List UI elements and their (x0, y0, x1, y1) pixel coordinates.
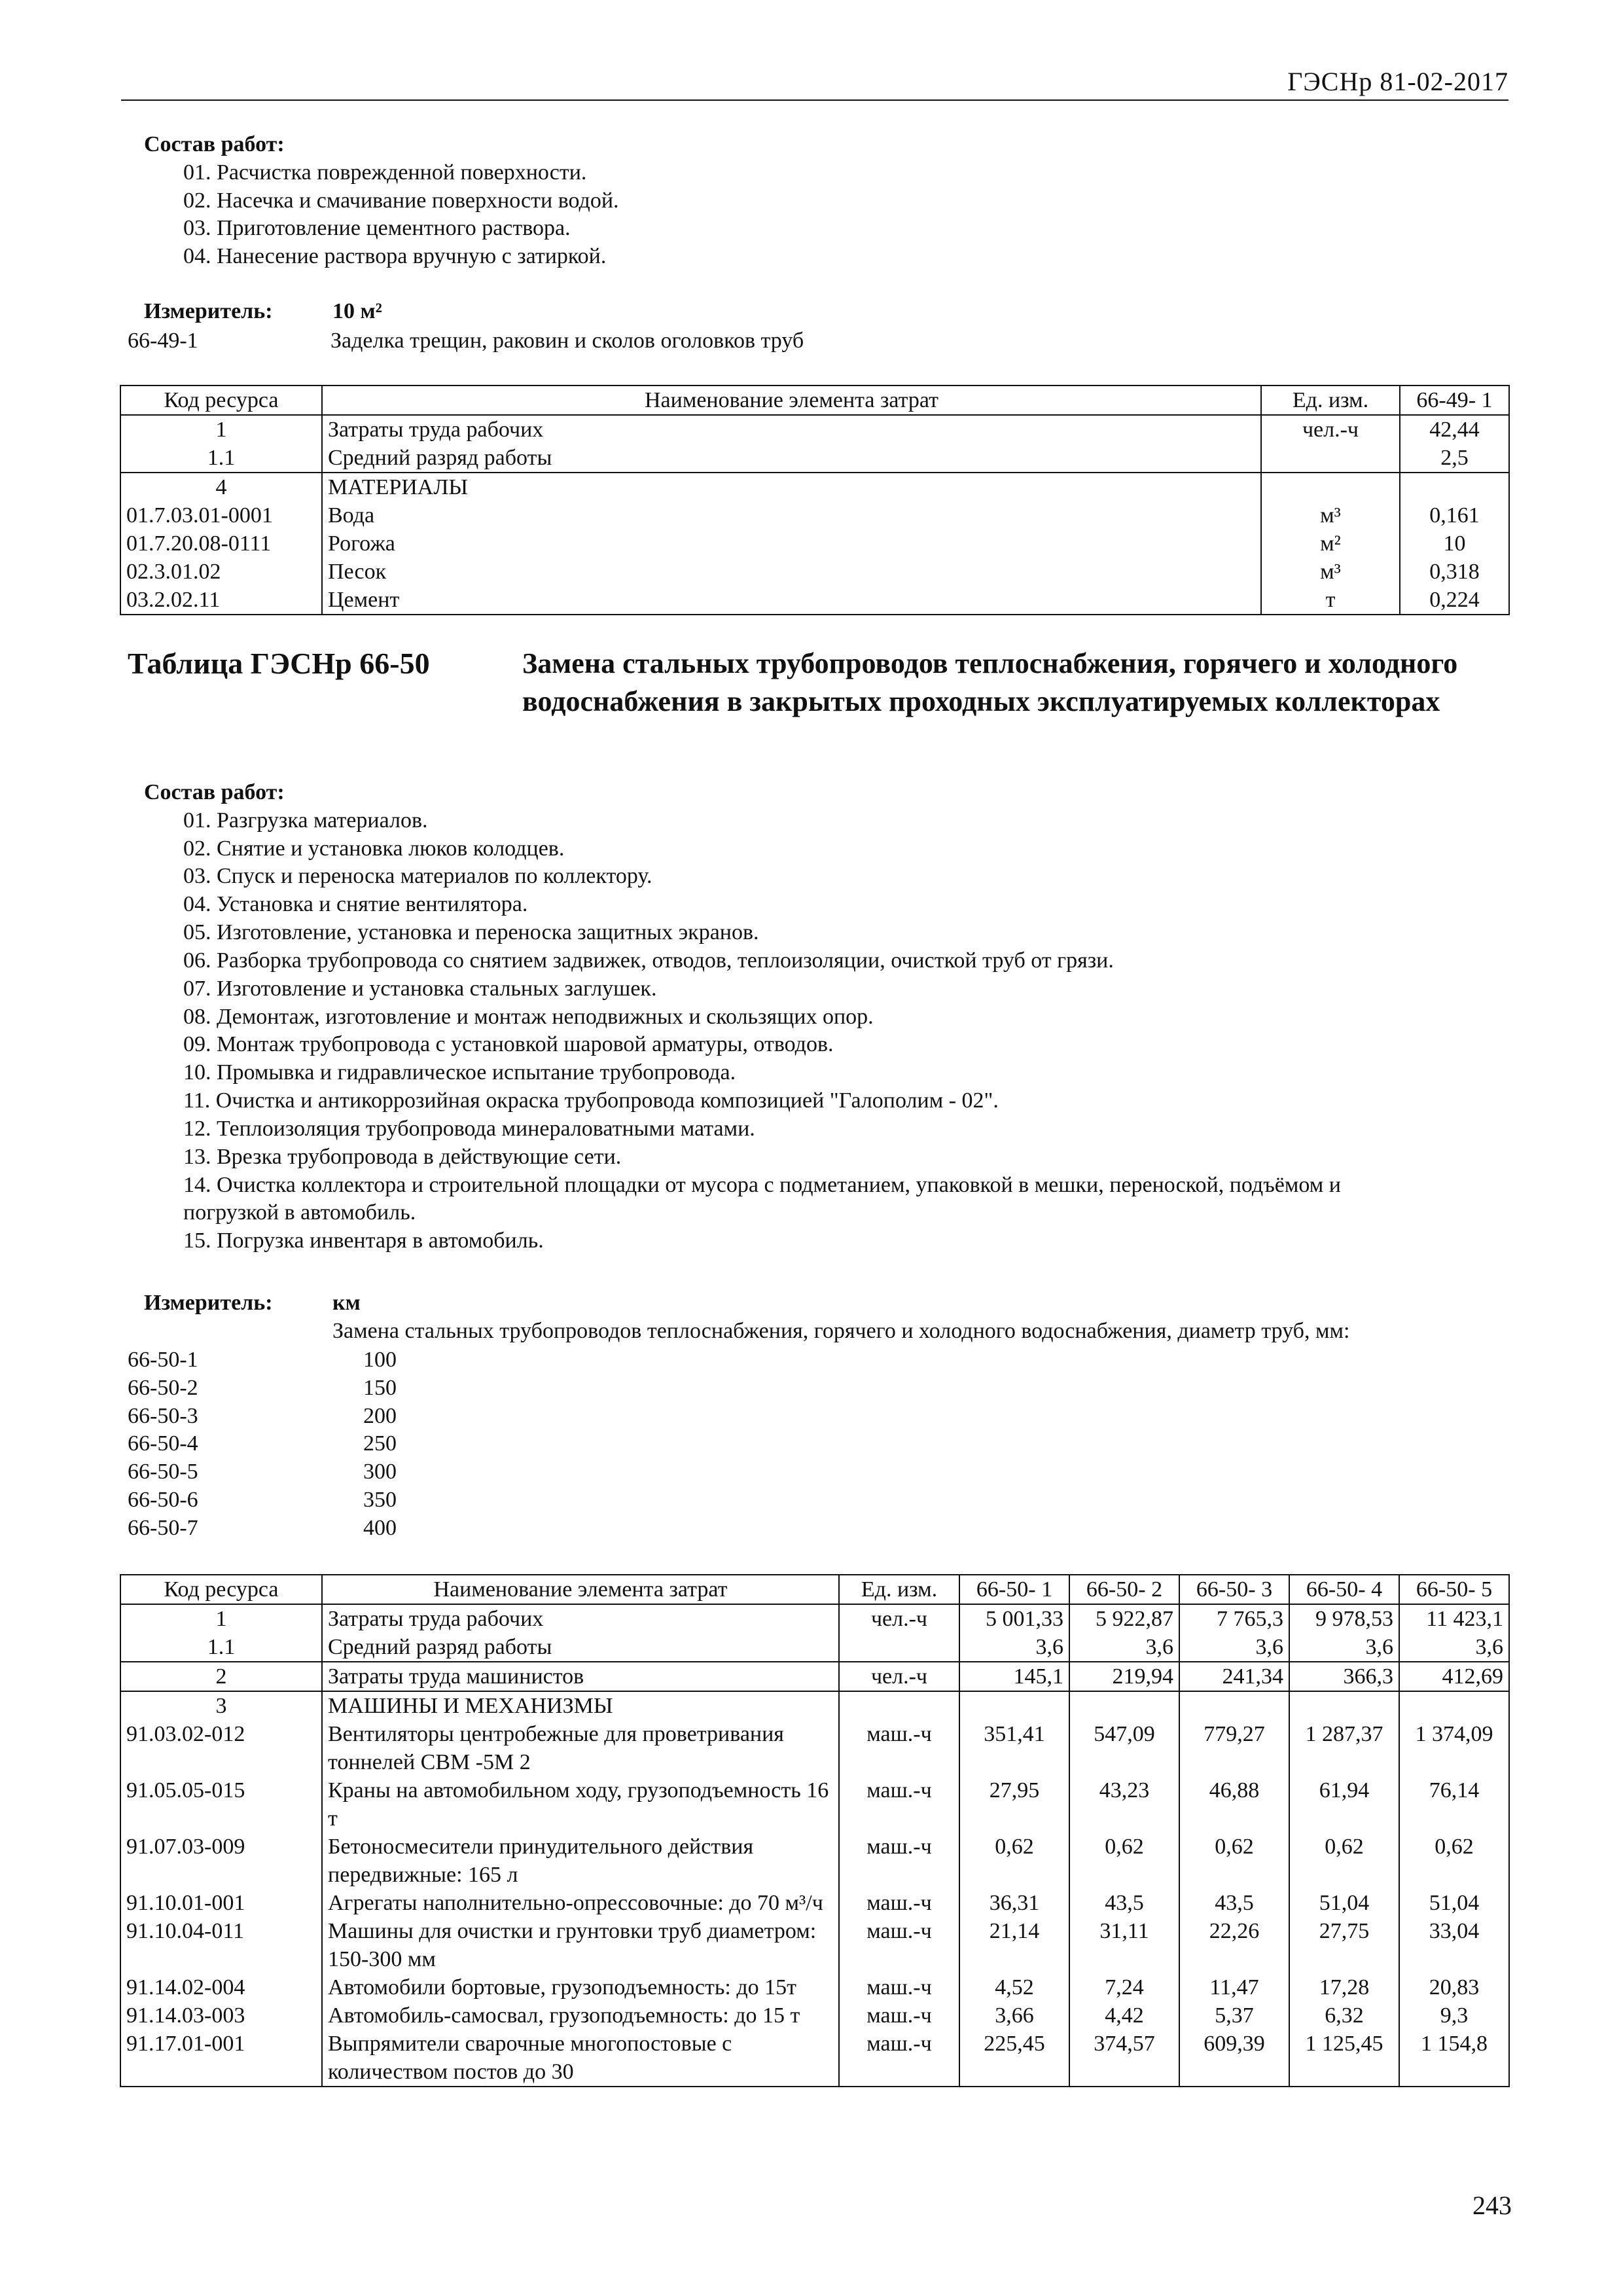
resource-name: Бетоносмесители принудительного действия передвижные: 165 л (322, 1833, 839, 1889)
resource-name: Выпрямители сварочные многопостовые с количеством постов до 30 (322, 2030, 839, 2087)
resource-value: 3,66 (959, 2001, 1069, 2030)
meter-label: Измеритель: (144, 1291, 273, 1315)
resource-value: 43,5 (1179, 1889, 1289, 1917)
resource-code: 91.10.04-011 (120, 1917, 322, 1973)
table-label: Таблица ГЭСНр 66-50 (128, 647, 430, 680)
table-row (120, 1889, 1509, 1917)
resource-value: 36,31 (959, 1889, 1069, 1917)
work-item: 04. Установка и снятие вентилятора. (183, 892, 528, 917)
resource-value: 5 922,87 (1069, 1604, 1179, 1633)
resource-value: 0,62 (1179, 1833, 1289, 1889)
resource-value: 3,6 (1289, 1633, 1399, 1662)
table2-code-list (128, 1346, 520, 1543)
resource-value: 3,6 (1069, 1633, 1179, 1662)
resource-code: 02.3.01.02 (120, 558, 322, 586)
meter-description: Замена стальных трубопроводов теплоснабжения, горячего и холодного водоснабжения, диаметр труб, мм: (332, 1318, 1350, 1343)
work-item: 04. Нанесение раствора вручную с затиркой. (183, 244, 607, 269)
work-item: 05. Изготовление, установка и переноска защитных экранов. (183, 920, 759, 945)
resource-value: 1 125,45 (1289, 2030, 1399, 2087)
resource-value (1399, 1691, 1509, 1720)
code-row (128, 1458, 520, 1486)
code-row (128, 1374, 520, 1403)
resource-unit: чел.-ч (839, 1604, 959, 1633)
resource-code: 1 (120, 415, 322, 444)
table-row (120, 501, 1509, 529)
work-item: 11. Очистка и антикоррозийная окраска трубопровода композицией "Галополим - 02". (183, 1088, 999, 1113)
resource-value: 412,69 (1399, 1662, 1509, 1691)
resource-value: 4,52 (959, 1973, 1069, 2001)
diameter-value: 350 (363, 1488, 397, 1513)
resource-value: 51,04 (1289, 1889, 1399, 1917)
resource-unit (839, 1691, 959, 1720)
resource-value: 5 001,33 (959, 1604, 1069, 1633)
resource-name: Песок (322, 558, 1261, 586)
resource-value: 51,04 (1399, 1889, 1509, 1917)
resource-value: 0,62 (959, 1833, 1069, 1889)
resource-value: 4,42 (1069, 2001, 1179, 2030)
resource-value: 241,34 (1179, 1662, 1289, 1691)
diameter-value: 150 (363, 1375, 397, 1400)
resource-unit: маш.-ч (839, 1833, 959, 1889)
column-header: Код ресурса (120, 386, 322, 415)
table1-work-composition (144, 131, 1453, 271)
resource-value: 5,37 (1179, 2001, 1289, 2030)
work-item: 03. Приготовление цементного раствора. (183, 216, 571, 241)
table1-work-title: Состав работ: (144, 132, 285, 156)
resource-value: 11 423,1 (1399, 1604, 1509, 1633)
table2-work-list (144, 807, 1466, 1255)
resource-code: 1.1 (120, 444, 322, 473)
diameter-value: 200 (363, 1403, 397, 1428)
resource-value (1400, 473, 1509, 501)
resource-value: 10 (1400, 529, 1509, 558)
resource-code: 91.14.02-004 (120, 1973, 322, 2001)
table2-body (120, 1604, 1509, 2087)
norm-code: 66-50-7 (128, 1515, 198, 1540)
resource-name: Средний разряд работы (322, 444, 1261, 473)
resource-unit: м² (1261, 529, 1400, 558)
work-item: 13. Врезка трубопровода в действующие сети. (183, 1144, 622, 1169)
work-item: 10. Промывка и гидравлическое испытание трубопровода. (183, 1060, 736, 1085)
resource-value: 27,95 (959, 1776, 1069, 1833)
resource-code: 91.10.01-001 (120, 1889, 322, 1917)
resource-value (1179, 1691, 1289, 1720)
column-header: 66-49- 1 (1400, 386, 1509, 415)
resource-value: 7 765,3 (1179, 1604, 1289, 1633)
resource-value: 17,28 (1289, 1973, 1399, 2001)
resource-value: 145,1 (959, 1662, 1069, 1691)
norm-code: 66-50-4 (128, 1431, 198, 1456)
resource-name: Рогожа (322, 529, 1261, 558)
resource-value: 1 374,09 (1399, 1720, 1509, 1776)
table-header-row (120, 386, 1509, 415)
resource-code: 3 (120, 1691, 322, 1720)
table-row (120, 415, 1509, 444)
resource-code: 01.7.20.08-0111 (120, 529, 322, 558)
resource-value: 779,27 (1179, 1720, 1289, 1776)
resource-value: 0,318 (1400, 558, 1509, 586)
resource-value: 7,24 (1069, 1973, 1179, 2001)
column-header: 66-50- 4 (1289, 1575, 1399, 1604)
resource-value: 225,45 (959, 2030, 1069, 2087)
table1-cost-table (120, 385, 1510, 615)
meter-value: 10 м² (332, 299, 382, 323)
resource-value: 3,6 (959, 1633, 1069, 1662)
work-item: 01. Разгрузка материалов. (183, 808, 428, 833)
resource-value: 27,75 (1289, 1917, 1399, 1973)
resource-code: 03.2.02.11 (120, 586, 322, 615)
resource-value: 42,44 (1400, 415, 1509, 444)
resource-name: Краны на автомобильном ходу, грузоподъемность 16 т (322, 1776, 839, 1833)
resource-unit: т (1261, 586, 1400, 615)
column-header: Наименование элемента затрат (322, 1575, 839, 1604)
table1-code-line (128, 327, 1502, 355)
table-row (120, 2030, 1509, 2087)
code-row (128, 1403, 520, 1431)
work-item: 08. Демонтаж, изготовление и монтаж неподвижных и скользящих опор. (183, 1004, 874, 1029)
work-item: 02. Насечка и смачивание поверхности водой. (183, 188, 619, 213)
resource-value: 46,88 (1179, 1776, 1289, 1833)
work-item: 12. Теплоизоляция трубопровода минераловатными матами. (183, 1116, 755, 1141)
table-row (120, 1917, 1509, 1973)
work-item: 01. Расчистка поврежденной поверхности. (183, 160, 587, 185)
table2-work-title: Состав работ: (144, 780, 285, 804)
work-item: 15. Погрузка инвентаря в автомобиль. (183, 1229, 544, 1253)
diameter-value: 300 (363, 1460, 397, 1484)
code-row (128, 1346, 520, 1374)
resource-name: Цемент (322, 586, 1261, 615)
resource-code: 4 (120, 473, 322, 501)
resource-unit: маш.-ч (839, 2030, 959, 2087)
resource-value: 0,62 (1069, 1833, 1179, 1889)
table1-meter (144, 298, 1453, 326)
resource-name: Средний разряд работы (322, 1633, 839, 1662)
resource-unit: маш.-ч (839, 1973, 959, 2001)
table-row (120, 529, 1509, 558)
resource-value: 547,09 (1069, 1720, 1179, 1776)
table-row (120, 1662, 1509, 1691)
diameter-value: 400 (363, 1515, 397, 1540)
column-header: 66-50- 5 (1399, 1575, 1509, 1604)
resource-value: 351,41 (959, 1720, 1069, 1776)
norm-code: 66-50-1 (128, 1348, 198, 1372)
resource-unit: маш.-ч (839, 1776, 959, 1833)
diameter-value: 100 (363, 1348, 397, 1372)
resource-unit (839, 1633, 959, 1662)
resource-name: Автомобили бортовые, грузоподъемность: до 15т (322, 1973, 839, 2001)
page-number: 243 (1472, 2191, 1512, 2220)
resource-value: 2,5 (1400, 444, 1509, 473)
resource-value: 1 287,37 (1289, 1720, 1399, 1776)
resource-code: 91.07.03-009 (120, 1833, 322, 1889)
resource-unit: чел.-ч (1261, 415, 1400, 444)
resource-name: Затраты труда машинистов (322, 1662, 839, 1691)
column-header: Ед. изм. (1261, 386, 1400, 415)
norm-description: Заделка трещин, раковин и сколов оголовков труб (330, 329, 804, 353)
resource-name: Машины для очистки и грунтовки труб диаметром: 150-300 мм (322, 1917, 839, 1973)
resource-value: 9 978,53 (1289, 1604, 1399, 1633)
work-item: 07. Изготовление и установка стальных заглушек. (183, 976, 657, 1001)
table-row (120, 586, 1509, 615)
norm-code: 66-50-2 (128, 1375, 198, 1400)
resource-value: 219,94 (1069, 1662, 1179, 1691)
resource-value: 76,14 (1399, 1776, 1509, 1833)
meter-value: км (332, 1291, 361, 1315)
column-header: Наименование элемента затрат (322, 386, 1261, 415)
resource-value: 9,3 (1399, 2001, 1509, 2030)
resource-name: Вода (322, 501, 1261, 529)
resource-value: 366,3 (1289, 1662, 1399, 1691)
resource-code: 01.7.03.01-0001 (120, 501, 322, 529)
resource-value: 11,47 (1179, 1973, 1289, 2001)
table-row (120, 444, 1509, 473)
resource-value: 21,14 (959, 1917, 1069, 1973)
table-row (120, 1633, 1509, 1662)
resource-name: Затраты труда рабочих (322, 415, 1261, 444)
column-header: Ед. изм. (839, 1575, 959, 1604)
resource-code: 91.17.01-001 (120, 2030, 322, 2087)
resource-value (959, 1691, 1069, 1720)
table-row (120, 2001, 1509, 2030)
work-item: 02. Снятие и установка люков колодцев. (183, 836, 565, 861)
resource-code: 1.1 (120, 1633, 322, 1662)
resource-value: 609,39 (1179, 2030, 1289, 2087)
table-row (120, 1691, 1509, 1720)
meter-label: Измеритель: (144, 299, 273, 323)
norm-code: 66-49-1 (128, 329, 198, 353)
resource-unit: чел.-ч (839, 1662, 959, 1691)
column-header: 66-50- 1 (959, 1575, 1069, 1604)
resource-code: 91.05.05-015 (120, 1776, 322, 1833)
resource-value: 3,6 (1399, 1633, 1509, 1662)
resource-name: Затраты труда рабочих (322, 1604, 839, 1633)
work-item: 03. Спуск и переноска материалов по коллектору. (183, 864, 652, 889)
running-header (121, 65, 1508, 101)
table-row (120, 558, 1509, 586)
resource-value: 22,26 (1179, 1917, 1289, 1973)
norm-code: 66-50-3 (128, 1403, 198, 1428)
resource-value: 0,161 (1400, 501, 1509, 529)
table-row (120, 1776, 1509, 1833)
resource-unit: маш.-ч (839, 2001, 959, 2030)
work-item: 14. Очистка коллектора и строительной площадки от мусора с подметанием, упаковкой в мешки, переноской, подъёмом и погрузкой в автомобиль. (183, 1172, 1341, 1225)
column-header: 66-50- 3 (1179, 1575, 1289, 1604)
resource-value: 1 154,8 (1399, 2030, 1509, 2087)
resource-unit (1261, 473, 1400, 501)
table2-meter (144, 1289, 1518, 1346)
resource-name: Вентиляторы центробежные для проветривания тоннелей СВМ -5М 2 (322, 1720, 839, 1776)
work-item: 09. Монтаж трубопровода с установкой шаровой арматуры, отводов. (183, 1032, 834, 1057)
table-row (120, 1720, 1509, 1776)
code-row (128, 1515, 520, 1543)
diameter-value: 250 (363, 1431, 397, 1456)
resource-value (1289, 1691, 1399, 1720)
table-row (120, 1833, 1509, 1889)
table-row (120, 473, 1509, 501)
resource-unit: м³ (1261, 558, 1400, 586)
resource-unit: м³ (1261, 501, 1400, 529)
norm-code: 66-50-6 (128, 1488, 198, 1513)
resource-value: 6,32 (1289, 2001, 1399, 2030)
resource-value: 33,04 (1399, 1917, 1509, 1973)
resource-unit (1261, 444, 1400, 473)
table-title: Замена стальных трубопроводов теплоснабжения, горячего и холодного водоснабжения в закрытых проходных эксплуатируемых коллекторах (522, 647, 1458, 718)
resource-value (1069, 1691, 1179, 1720)
resource-value: 3,6 (1179, 1633, 1289, 1662)
table-header-row (120, 1575, 1509, 1604)
document-code: ГЭСНр 81-02-2017 (1287, 67, 1508, 96)
resource-name: Автомобиль-самосвал, грузоподъемность: до 15 т (322, 2001, 839, 2030)
table-row (120, 1604, 1509, 1633)
resource-value: 0,224 (1400, 586, 1509, 615)
resource-unit: маш.-ч (839, 1720, 959, 1776)
resource-name: МАШИНЫ И МЕХАНИЗМЫ (322, 1691, 839, 1720)
resource-value: 31,11 (1069, 1917, 1179, 1973)
resource-value: 0,62 (1399, 1833, 1509, 1889)
code-row (128, 1486, 520, 1515)
resource-value: 374,57 (1069, 2030, 1179, 2087)
work-item: 06. Разборка трубопровода со снятием задвижек, отводов, теплоизоляции, очисткой труб от грязи. (183, 948, 1114, 973)
resource-name: Агрегаты наполнительно-опрессовочные: до 70 м³/ч (322, 1889, 839, 1917)
resource-unit: маш.-ч (839, 1917, 959, 1973)
resource-value: 61,94 (1289, 1776, 1399, 1833)
column-header: Код ресурса (120, 1575, 322, 1604)
resource-code: 91.14.03-003 (120, 2001, 322, 2030)
resource-code: 2 (120, 1662, 322, 1691)
resource-code: 91.03.02-012 (120, 1720, 322, 1776)
table2-work-composition (144, 779, 1466, 1255)
resource-value: 0,62 (1289, 1833, 1399, 1889)
table2-cost-table (120, 1574, 1510, 2087)
code-row (128, 1430, 520, 1458)
resource-value: 20,83 (1399, 1973, 1509, 2001)
resource-value: 43,5 (1069, 1889, 1179, 1917)
resource-code: 1 (120, 1604, 322, 1633)
resource-unit: маш.-ч (839, 1889, 959, 1917)
resource-value: 43,23 (1069, 1776, 1179, 1833)
table-row (120, 1973, 1509, 2001)
norm-code: 66-50-5 (128, 1460, 198, 1484)
resource-name: МАТЕРИАЛЫ (322, 473, 1261, 501)
column-header: 66-50- 2 (1069, 1575, 1179, 1604)
table1-work-list (144, 159, 1453, 271)
